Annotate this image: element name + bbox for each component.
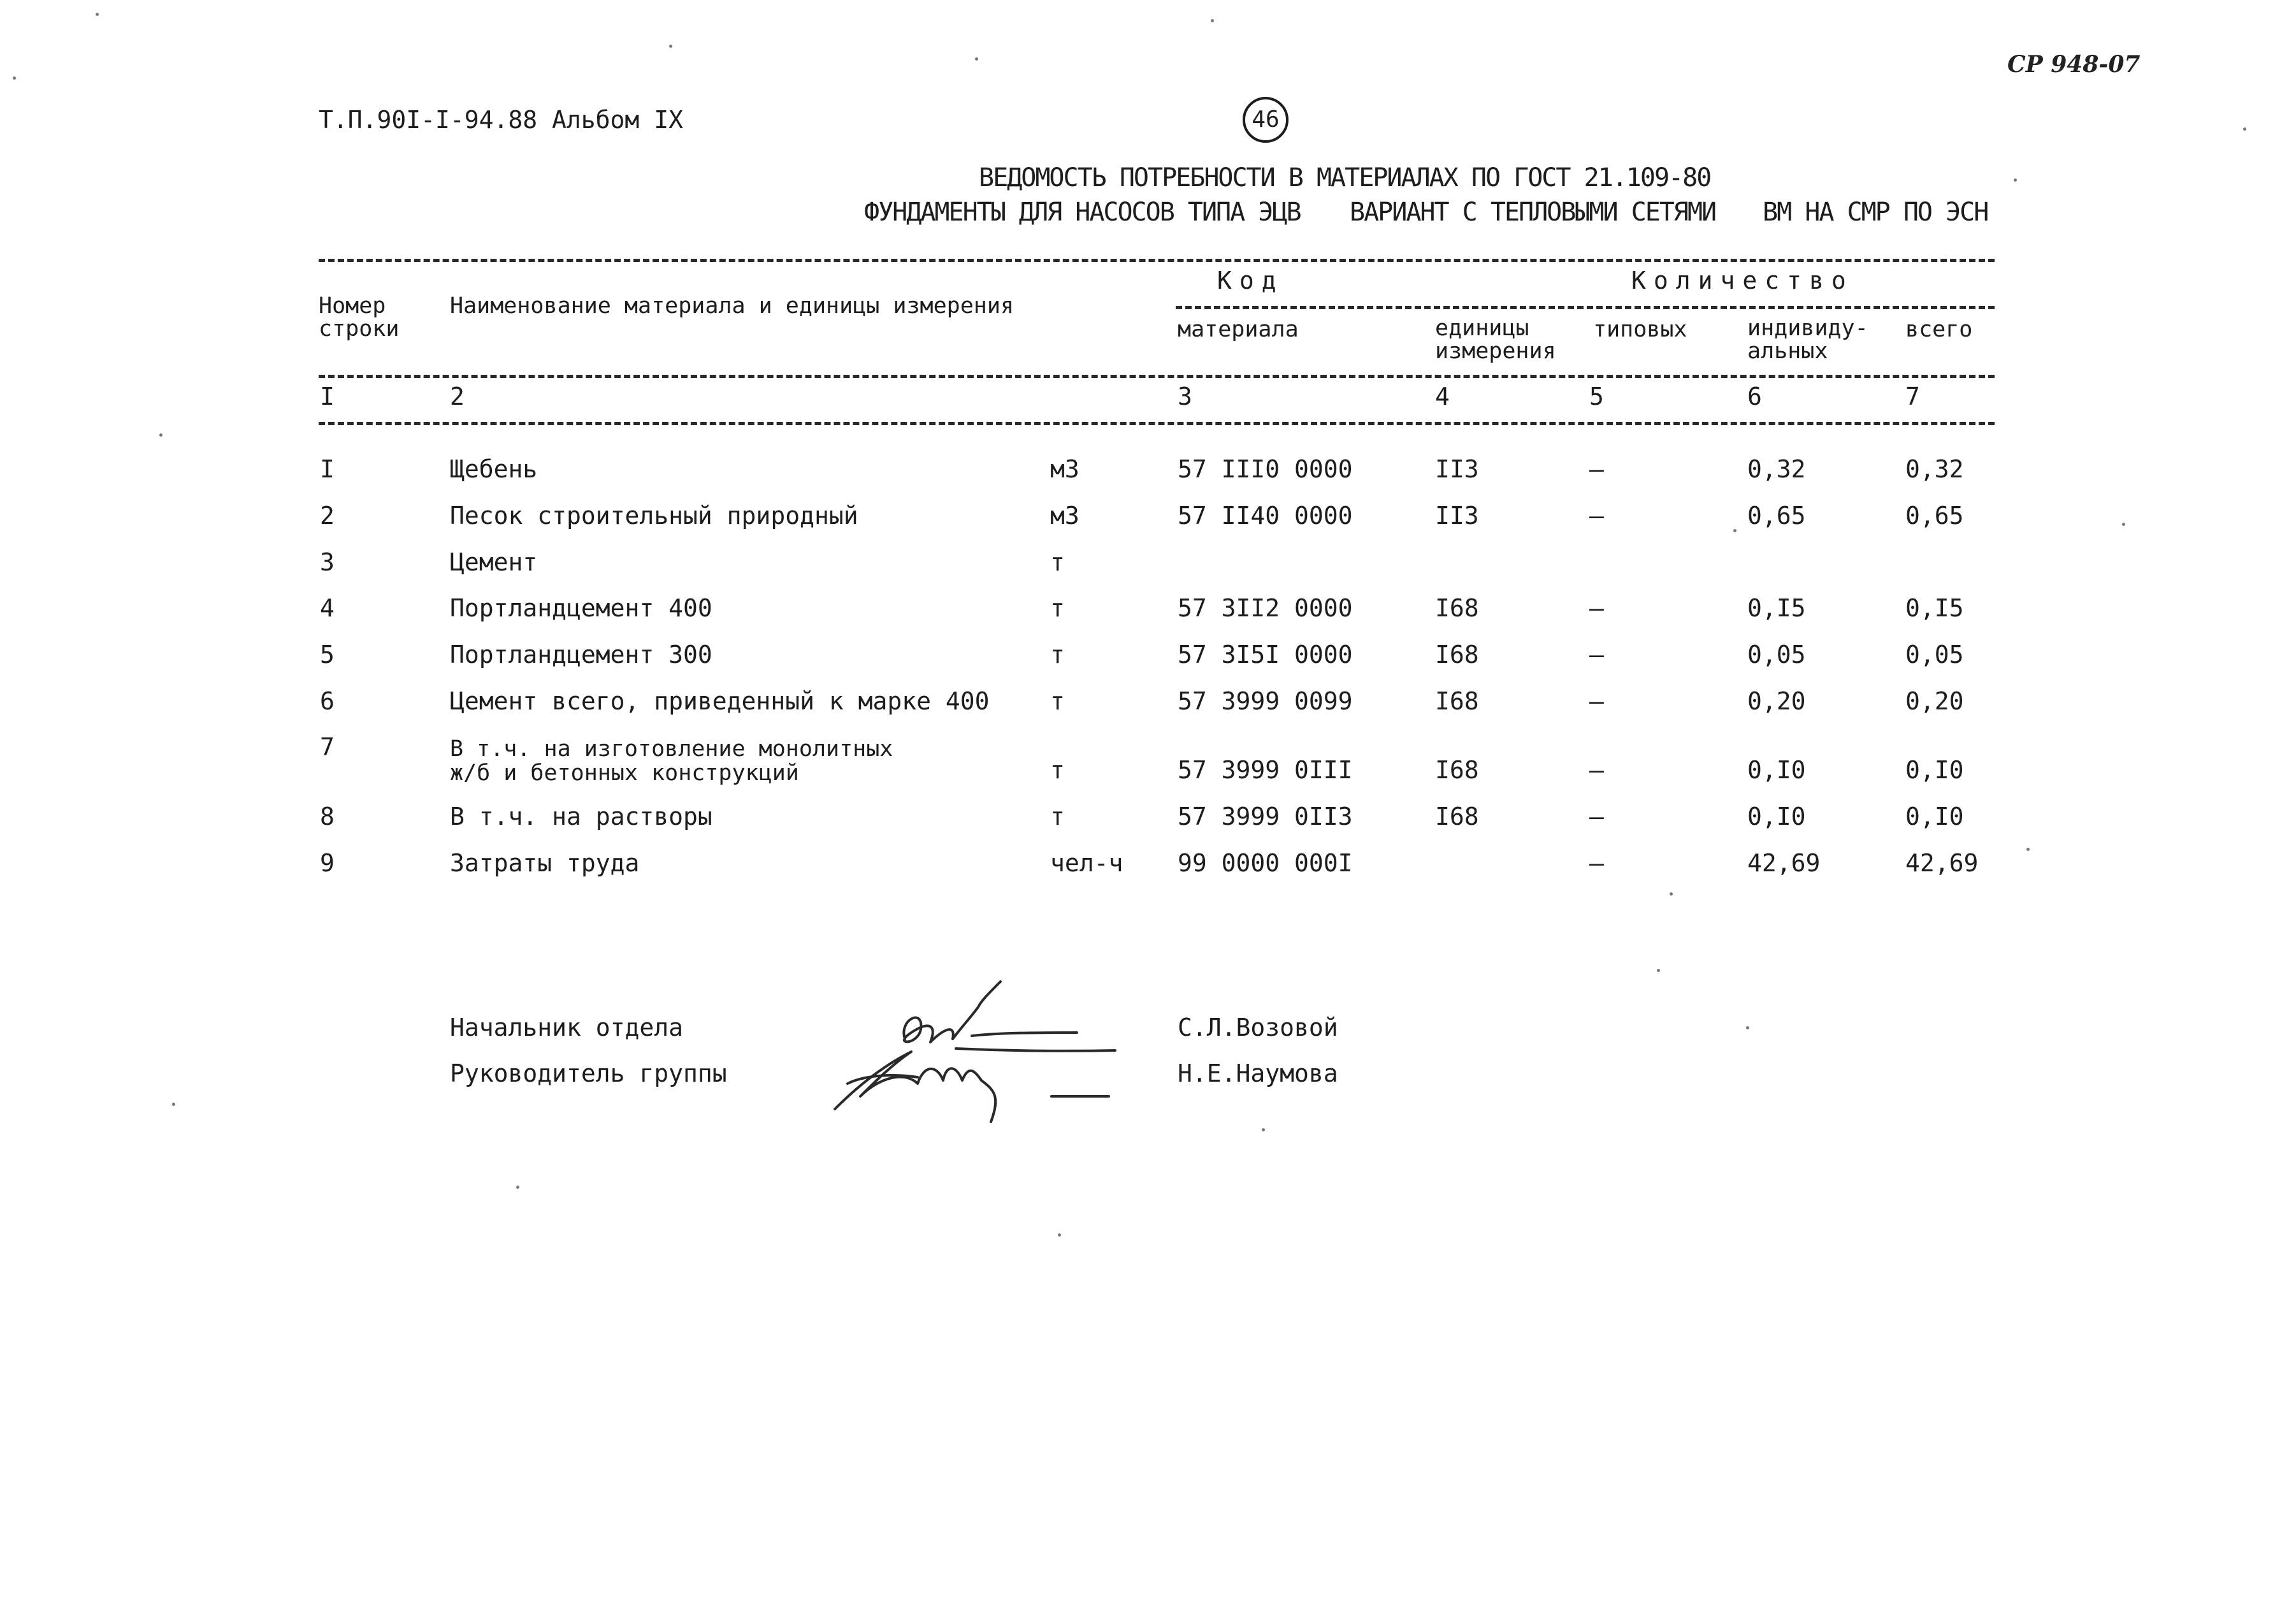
row-1-unit: м3 bbox=[1050, 455, 1079, 483]
row-7-code: 57 3999 0III bbox=[1178, 756, 1353, 784]
row-3-number: 3 bbox=[320, 548, 335, 576]
scan-speck bbox=[2122, 523, 2125, 526]
col-number-5: 5 bbox=[1589, 382, 1604, 410]
scan-speck bbox=[159, 433, 162, 437]
row-6-unit: т bbox=[1050, 687, 1065, 715]
scan-speck bbox=[1058, 1233, 1061, 1237]
row-7-unit-code: I68 bbox=[1435, 756, 1479, 784]
header-bottom-rule bbox=[319, 375, 1995, 378]
sheet-subtitle: ФУНДАМЕНТЫ ДЛЯ НАСОСОВ ТИПА ЭЦВ bbox=[864, 198, 1301, 227]
row-8-code: 57 3999 0II3 bbox=[1178, 802, 1353, 831]
row-3-unit: т bbox=[1050, 548, 1065, 576]
sheet-title: ВЕДОМОСТЬ ПОТРЕБНОСТИ В МАТЕРИАЛАХ ПО ГОСТ 21.109-80 bbox=[979, 163, 1711, 192]
signature-role-group-lead: Руководитель группы bbox=[450, 1059, 727, 1087]
column-numbers-rule bbox=[319, 422, 1995, 425]
row-4-code: 57 3II2 0000 bbox=[1178, 594, 1353, 622]
row-9-total: 42,69 bbox=[1905, 849, 1979, 877]
header-typical: типовых bbox=[1593, 317, 1687, 342]
row-7-individual: 0,I0 bbox=[1747, 756, 1806, 784]
document-reference: Т.П.90I-I-94.88 Альбом IX bbox=[319, 106, 683, 134]
row-5-total: 0,05 bbox=[1905, 641, 1964, 669]
row-7-name: В т.ч. на изготовление монолитных ж/б и бетонных конструкций bbox=[450, 736, 893, 786]
header-total: всего bbox=[1905, 317, 1973, 342]
row-4-unit: т bbox=[1050, 594, 1065, 622]
page-number: 46 bbox=[1243, 97, 1289, 143]
row-8-number: 8 bbox=[320, 802, 335, 831]
row-2-code: 57 II40 0000 bbox=[1178, 502, 1353, 530]
scan-speck bbox=[1211, 19, 1214, 22]
row-9-individual: 42,69 bbox=[1747, 849, 1821, 877]
row-5-unit: т bbox=[1050, 641, 1065, 669]
signature-name-group-lead: Н.Е.Наумова bbox=[1178, 1059, 1338, 1087]
sheet-variant: ВАРИАНТ С ТЕПЛОВЫМИ СЕТЯМИ bbox=[1350, 198, 1716, 227]
signature-role-head: Начальник отдела bbox=[450, 1013, 684, 1042]
row-4-total: 0,I5 bbox=[1905, 594, 1964, 622]
row-6-typical: – bbox=[1589, 687, 1604, 715]
table-top-rule bbox=[319, 259, 1995, 262]
row-1-name: Щебень bbox=[450, 455, 538, 483]
row-8-unit-code: I68 bbox=[1435, 802, 1479, 831]
scan-speck bbox=[516, 1186, 519, 1189]
row-1-total: 0,32 bbox=[1905, 455, 1964, 483]
row-6-unit-code: I68 bbox=[1435, 687, 1479, 715]
row-5-typical: – bbox=[1589, 641, 1604, 669]
header-code-group: Код bbox=[1217, 266, 1284, 294]
row-5-name: Портландцемент 300 bbox=[450, 641, 712, 669]
row-7-typical: – bbox=[1589, 756, 1604, 784]
row-7-number: 7 bbox=[320, 733, 335, 761]
row-5-number: 5 bbox=[320, 641, 335, 669]
row-1-typical: – bbox=[1589, 455, 1604, 483]
scan-speck bbox=[669, 45, 672, 48]
header-quantity-group: Количество bbox=[1631, 266, 1854, 294]
row-1-individual: 0,32 bbox=[1747, 455, 1806, 483]
row-2-unit-code: II3 bbox=[1435, 502, 1479, 530]
header-unit: единицы измерения bbox=[1435, 316, 1556, 364]
row-8-individual: 0,I0 bbox=[1747, 802, 1806, 831]
header-individual: индивиду- альных bbox=[1747, 316, 1868, 364]
row-8-name: В т.ч. на растворы bbox=[450, 802, 712, 831]
row-5-code: 57 3I5I 0000 bbox=[1178, 641, 1353, 669]
row-1-unit-code: II3 bbox=[1435, 455, 1479, 483]
header-row-number: Номер строки bbox=[319, 293, 400, 342]
scan-speck bbox=[1746, 1026, 1749, 1029]
scan-speck bbox=[1733, 529, 1736, 532]
row-5-unit-code: I68 bbox=[1435, 641, 1479, 669]
row-5-individual: 0,05 bbox=[1747, 641, 1806, 669]
col-number-4: 4 bbox=[1435, 382, 1450, 410]
row-9-typical: – bbox=[1589, 849, 1604, 877]
header-group-rule bbox=[1176, 306, 1995, 309]
row-8-unit: т bbox=[1050, 802, 1065, 831]
row-9-code: 99 0000 000I bbox=[1178, 849, 1353, 877]
row-6-total: 0,20 bbox=[1905, 687, 1964, 715]
row-2-name: Песок строительный природный bbox=[450, 502, 858, 530]
row-2-unit: м3 bbox=[1050, 502, 1079, 530]
col-number-2: 2 bbox=[450, 382, 465, 410]
row-3-name: Цемент bbox=[450, 548, 538, 576]
col-number-6: 6 bbox=[1747, 382, 1762, 410]
scan-speck bbox=[13, 76, 16, 80]
col-number-1: I bbox=[320, 382, 335, 410]
signature-name-head: С.Л.Возовой bbox=[1178, 1013, 1338, 1042]
sheet-vm-note: ВМ НА СМР ПО ЭСН bbox=[1763, 198, 1988, 227]
handwritten-signatures bbox=[809, 969, 1128, 1135]
row-4-number: 4 bbox=[320, 594, 335, 622]
row-6-individual: 0,20 bbox=[1747, 687, 1806, 715]
scan-speck bbox=[2014, 178, 2017, 182]
scan-speck bbox=[2026, 848, 2030, 851]
col-number-3: 3 bbox=[1178, 382, 1192, 410]
row-2-total: 0,65 bbox=[1905, 502, 1964, 530]
col-number-7: 7 bbox=[1905, 382, 1920, 410]
header-code-material: материала bbox=[1178, 317, 1299, 342]
row-7-total: 0,I0 bbox=[1905, 756, 1964, 784]
row-8-typical: – bbox=[1589, 802, 1604, 831]
row-9-number: 9 bbox=[320, 849, 335, 877]
row-4-typical: – bbox=[1589, 594, 1604, 622]
row-4-name: Портландцемент 400 bbox=[450, 594, 712, 622]
scan-speck bbox=[975, 57, 978, 61]
row-7-unit: т bbox=[1050, 756, 1065, 784]
scan-speck bbox=[1262, 1128, 1265, 1131]
corner-archive-mark: СР 948-07 bbox=[2007, 51, 2141, 78]
row-9-name: Затраты труда bbox=[450, 849, 640, 877]
scan-speck bbox=[2243, 127, 2246, 131]
row-6-code: 57 3999 0099 bbox=[1178, 687, 1353, 715]
scan-speck bbox=[1670, 892, 1673, 896]
scan-speck bbox=[96, 13, 99, 16]
row-4-unit-code: I68 bbox=[1435, 594, 1479, 622]
scan-speck bbox=[172, 1103, 175, 1106]
row-9-unit: чел-ч bbox=[1050, 849, 1123, 877]
row-4-individual: 0,I5 bbox=[1747, 594, 1806, 622]
row-1-number: I bbox=[320, 455, 335, 483]
row-2-typical: – bbox=[1589, 502, 1604, 530]
row-6-number: 6 bbox=[320, 687, 335, 715]
row-1-code: 57 III0 0000 bbox=[1178, 455, 1353, 483]
row-6-name: Цемент всего, приведенный к марке 400 bbox=[450, 687, 990, 715]
scan-speck bbox=[1657, 969, 1660, 972]
row-2-number: 2 bbox=[320, 502, 335, 530]
header-material-name: Наименование материала и единицы измерения bbox=[450, 293, 1014, 319]
row-2-individual: 0,65 bbox=[1747, 502, 1806, 530]
row-8-total: 0,I0 bbox=[1905, 802, 1964, 831]
